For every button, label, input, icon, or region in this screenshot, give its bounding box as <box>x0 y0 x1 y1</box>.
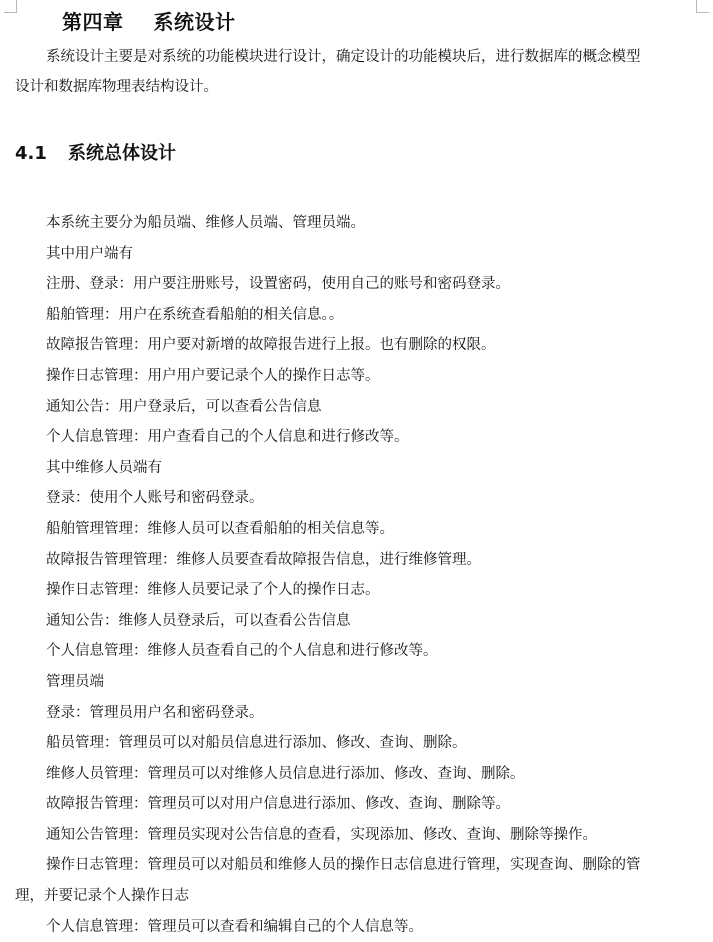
text-line: 个人信息管理：维修人员查看自己的个人信息和进行修改等。 <box>46 643 438 660</box>
text-line: 其中用户端有 <box>46 245 133 262</box>
text-line: 船舶管理管理：维修人员可以查看船舶的相关信息等。 <box>46 520 394 537</box>
text-line: 管理员端 <box>46 673 104 690</box>
text-line: 故障报告管理管理：维修人员要查看故障报告信息，进行维修管理。 <box>46 551 481 568</box>
text-line: 故障报告管理：管理员可以对用户信息进行添加、修改、查询、删除等。 <box>46 796 510 813</box>
page-corner-mark-left <box>4 0 17 13</box>
text-line: 本系统主要分为船员端、维修人员端、管理员端。 <box>46 215 365 231</box>
text-line: 其中维修人员端有 <box>46 459 162 476</box>
section-title-text: 系统总体设计 <box>68 143 176 164</box>
text-line: 故障报告管理：用户要对新增的故障报告进行上报。也有删除的权限。 <box>46 337 496 354</box>
text-line: 个人信息管理：用户查看自己的个人信息和进行修改等。 <box>46 429 409 446</box>
text-line: 通知公告管理：管理员实现对公告信息的查看，实现添加、修改、查询、删除等操作。 <box>46 826 597 843</box>
text-line: 注册、登录：用户要注册账号，设置密码，使用自己的账号和密码登录。 <box>46 276 510 293</box>
text-line: 维修人员管理：管理员可以对维修人员信息进行添加、修改、查询、删除。 <box>46 765 525 782</box>
page-corner-mark-right <box>696 0 709 13</box>
chapter-title-text: 系统设计 <box>153 10 236 34</box>
intro-paragraph-line-1: 系统设计主要是对系统的功能模块进行设计，确定设计的功能模块后，进行数据库的概念模型 <box>46 49 641 65</box>
chapter-number: 第四章 <box>62 10 124 34</box>
section-heading <box>15 139 176 165</box>
text-line-continuation: 理，并要记录个人操作日志 <box>15 888 189 905</box>
body-text-lines <box>0 208 641 942</box>
text-line: 个人信息管理：管理员可以查看和编辑自己的个人信息等。 <box>46 918 423 935</box>
text-line: 通知公告：用户登录后，可以查看公告信息 <box>46 398 322 415</box>
text-line: 操作日志管理：维修人员要记录了个人的操作日志。 <box>46 582 380 599</box>
text-line: 登录：管理员用户名和密码登录。 <box>46 704 264 721</box>
text-line: 船员管理：管理员可以对船员信息进行添加、修改、查询、删除。 <box>46 735 467 752</box>
text-line: 操作日志管理：管理员可以对船员和维修人员的操作日志信息进行管理，实现查询、删除的管 <box>46 857 641 874</box>
text-line: 通知公告：维修人员登录后，可以查看公告信息 <box>46 612 351 629</box>
section-number: 4.1 <box>15 143 47 164</box>
text-line: 登录：使用个人账号和密码登录。 <box>46 490 264 507</box>
text-line: 操作日志管理：用户用户要记录个人的操作日志等。 <box>46 367 380 384</box>
intro-paragraph-line-2: 设计和数据库物理表结构设计。 <box>15 79 218 95</box>
chapter-heading <box>62 6 236 35</box>
text-line: 船舶管理：用户在系统查看船舶的相关信息。。 <box>46 306 344 323</box>
